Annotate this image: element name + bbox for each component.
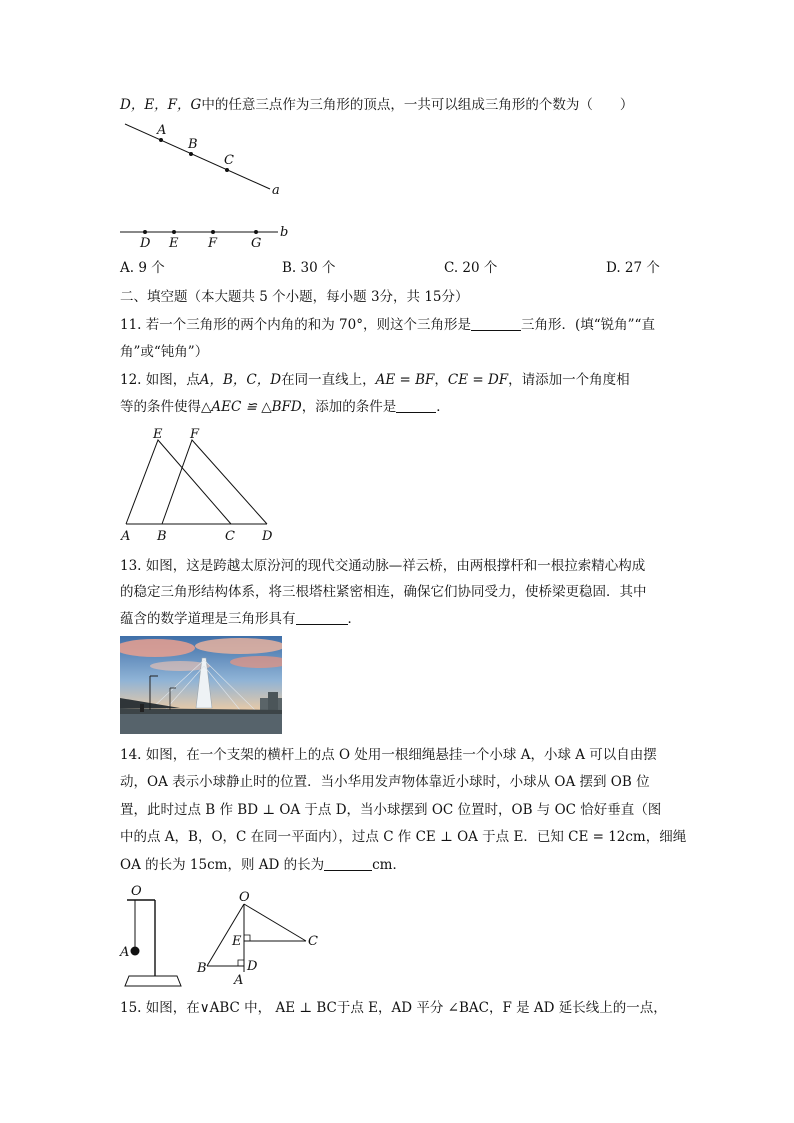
q12-label-f: F <box>190 427 200 442</box>
q10-label-g-point: G <box>251 236 262 251</box>
q10-label-line-b: b <box>280 225 289 240</box>
q13-text-b: ． <box>347 611 361 627</box>
q12-triangles-figure <box>115 425 285 545</box>
q10-label-b-point: B <box>188 137 198 152</box>
q12-text-c: ， <box>434 372 448 388</box>
q14-line-3: 置，此时过点 B 作 BD ⊥ OA 于点 D，当小球摆到 OC 位置时，OB 与 OC 恰好垂直（图 <box>120 802 662 818</box>
section-2-title: 二、填空题（本大题共 5 个小题，每小题 3分，共 15分） <box>120 289 469 305</box>
q14-line-4: 中的点 A，B，O，C 在同一平面内），过点 C 作 CE ⊥ OA 于点 E．已知 CE = 12cm，细绳 <box>120 829 687 845</box>
q14-label-a-geo: A <box>234 973 244 988</box>
q10-label-e-point: E <box>169 236 179 251</box>
q12-line-1 <box>120 370 630 390</box>
q12-eq-ce-df: CE = DF <box>447 372 509 388</box>
q14-label-d: D <box>247 959 258 974</box>
q14-line-5 <box>120 855 406 875</box>
q11-text-a: 11. 若一个三角形的两个内角的和为 70°，则这个三角形是 <box>120 317 471 333</box>
q13-line-1: 13. 如图，这是跨越太原汾河的现代交通动脉—祥云桥，由两根撑杆和一根拉索精心构成 <box>120 558 646 574</box>
q14-label-o-stand: O <box>131 884 142 899</box>
q12-answer-blank[interactable] <box>396 398 436 413</box>
q11-line-2: 角”或“钝角”） <box>120 344 209 360</box>
q12-label-c: C <box>225 529 235 544</box>
q14-label-b: B <box>197 961 207 976</box>
q14-pendulum-figure <box>115 880 325 990</box>
q10-option-d[interactable]: D. 27 个 <box>606 260 660 276</box>
q12-label-b: B <box>157 529 167 544</box>
q10-option-b[interactable]: B. 30 个 <box>282 260 336 276</box>
q12-text-d: ，请添加一个角度相 <box>508 372 630 388</box>
q10-label-a-point: A <box>157 123 167 138</box>
q10-label-c-point: C <box>224 153 234 168</box>
q10-option-a[interactable]: A. 9 个 <box>120 260 165 276</box>
q12-congruence: △AEC ≌ △BFD <box>201 399 302 415</box>
q11-line-1 <box>120 315 655 335</box>
q10-label-f-point: F <box>208 236 218 251</box>
q12-text-a: 12. 如图，点 <box>120 372 200 388</box>
q14-line-2: 动，OA 表示小球静止时的位置．当小华用发声物体靠近小球时，小球从 OA 摆到 OB 位 <box>120 774 650 790</box>
q14-answer-blank[interactable] <box>324 856 372 871</box>
q12-label-e: E <box>153 427 163 442</box>
q14-label-e: E <box>232 934 242 949</box>
q12-label-d: D <box>262 529 273 544</box>
q14-text-b: cm． <box>372 857 406 873</box>
q10-option-c[interactable]: C. 20 个 <box>444 260 498 276</box>
q14-text-a: OA 的长为 15cm，则 AD 的长为 <box>120 857 325 873</box>
q12-text-e: 等的条件使得 <box>120 399 201 415</box>
q13-answer-blank[interactable] <box>296 610 348 625</box>
q13-line-2: 的稳定三角形结构体系，将三根塔柱紧密相连，确保它们协同受力，使桥梁更稳固．其中 <box>120 584 647 600</box>
q10-stem-vars: D，E，F，G <box>120 97 202 113</box>
q14-label-a-stand: A <box>120 945 130 960</box>
q12-label-a: A <box>121 529 131 544</box>
q14-label-o-geo: O <box>239 890 250 905</box>
q12-line-2 <box>120 397 450 417</box>
q10-lines-figure <box>115 118 305 253</box>
q13-line-3 <box>120 609 361 629</box>
q12-text-b: 在同一直线上， <box>281 372 376 388</box>
q10-stem-text: 中的任意三点作为三角形的顶点，一共可以组成三角形的个数为（ ） <box>201 97 634 113</box>
q12-text-g: ． <box>436 399 450 415</box>
q13-text-a: 蕴含的数学道理是三角形具有 <box>120 611 296 627</box>
q10-label-d-point: D <box>140 236 151 251</box>
q10-stem <box>120 95 633 115</box>
q15-line-1: 15. 如图，在∨ABC 中， AE ⊥ BC于点 E，AD 平分 ∠BAC，F 是 AD 延长线上的一点， <box>120 1000 667 1016</box>
bridge-photo <box>120 636 282 734</box>
q12-text-f: ，添加的条件是 <box>301 399 397 415</box>
q12-vars: A，B，C，D <box>199 372 282 388</box>
q12-eq-ae-bf: AE = BF <box>375 372 435 388</box>
q10-label-line-a: a <box>272 183 280 198</box>
q11-text-b: 三角形．(填“锐角”“直 <box>520 317 655 333</box>
q14-line-1: 14. 如图，在一个支架的横杆上的点 O 处用一根细绳悬挂一个小球 A，小球 A 可以自由摆 <box>120 747 657 763</box>
q14-label-c: C <box>308 934 318 949</box>
q11-answer-blank[interactable] <box>471 316 521 331</box>
